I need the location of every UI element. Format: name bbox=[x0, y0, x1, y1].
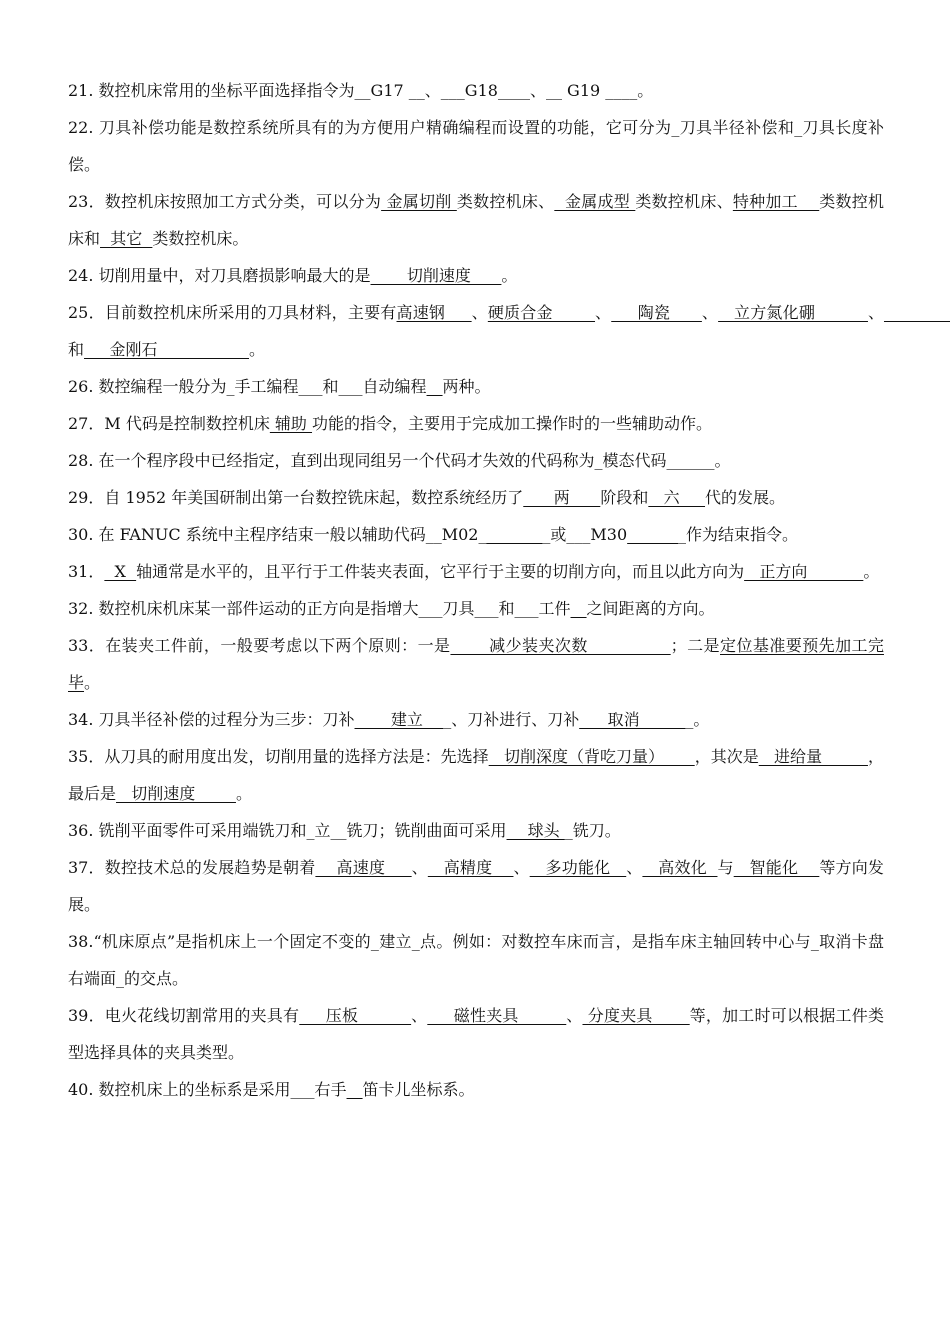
answer-blank: __ bbox=[426, 377, 443, 396]
question-text: ；二是 bbox=[670, 636, 720, 655]
answer-blank: __ 球头 bbox=[506, 821, 565, 840]
question-25 bbox=[68, 294, 884, 368]
question-text: _作为结束指令。 bbox=[678, 525, 799, 544]
answer-blank bbox=[884, 303, 950, 322]
question-text: 33．在装夹工件前，一般要考虑以下两个原则：一是 bbox=[68, 636, 451, 655]
answer-blank: 正方向 bbox=[744, 562, 864, 581]
answer-blank: 高速钢 bbox=[396, 303, 472, 322]
question-text: 38.“机床原点”是指机床上一个固定不变的_建立_点。例如：对数控车床而言，是指车床主轴回转中心与_取消卡盘右端面_的交点。 bbox=[68, 932, 884, 988]
answer-blank: 高精度 bbox=[427, 858, 514, 877]
question-text: __ G19 ____ bbox=[545, 81, 638, 100]
question-text: 37．数控技术总的发展趋势是朝着 bbox=[68, 858, 316, 877]
question-22 bbox=[68, 109, 884, 183]
question-24 bbox=[68, 257, 884, 294]
question-text: 、 bbox=[626, 858, 643, 877]
question-text: 29．自 1952 年美国研制出第一台数控铣床起，数控系统经历了 bbox=[68, 488, 524, 507]
answer-blank: 其它 bbox=[100, 229, 153, 248]
question-text: 。 bbox=[235, 784, 252, 803]
question-text: 22. 刀具补偿功能是数控系统所具有的为方便用户精确编程而设置的功能，它可分为_刀具半径补偿和_刀具长度补偿。 bbox=[68, 118, 884, 174]
question-21 bbox=[68, 72, 884, 109]
question-text: 、 bbox=[424, 81, 441, 100]
question-23 bbox=[68, 183, 884, 257]
question-text: 35．从刀具的耐用度出发，切削用量的选择方法是：先选择 bbox=[68, 747, 489, 766]
answer-blank: 六 bbox=[648, 488, 706, 507]
question-text: 阶段和 bbox=[600, 488, 649, 507]
answer-blank: __ 切削速度 bbox=[370, 266, 502, 285]
answer-blank: __ bbox=[570, 599, 587, 618]
question-text: 。 bbox=[863, 562, 880, 581]
question-text: 、 bbox=[701, 303, 719, 322]
question-text: 、 bbox=[411, 1006, 428, 1025]
question-text: 等，加工时可以根据工件类型选择具体的夹具类型。 bbox=[68, 1006, 884, 1062]
question-40 bbox=[68, 1071, 884, 1108]
answer-blank: __ bbox=[346, 1080, 363, 1099]
answer-blank: 分度夹具 bbox=[582, 1006, 690, 1025]
question-text: ___G18____ bbox=[440, 81, 530, 100]
question-text: 31． bbox=[68, 562, 105, 581]
question-text: 、 bbox=[513, 858, 530, 877]
question-text: 类数控机床和 bbox=[68, 192, 884, 248]
question-text: 39．电火花线切割常用的夹具有 bbox=[68, 1006, 300, 1025]
answer-blank: 磁性夹具 bbox=[427, 1006, 567, 1025]
question-text: 25．目前数控机床所采用的刀具材料，主要有 bbox=[68, 303, 397, 322]
question-text: 。 bbox=[84, 673, 101, 692]
answer-blank: 切削深度（背吃刀量） bbox=[488, 747, 695, 766]
question-text: 、 bbox=[867, 303, 884, 322]
question-text: _、刀补进行、刀补 bbox=[443, 710, 580, 729]
question-text: 、 bbox=[595, 303, 612, 322]
question-38 bbox=[68, 923, 884, 997]
answer-blank: 金属切削 bbox=[381, 192, 457, 211]
question-text: ，最后是 bbox=[68, 747, 884, 803]
answer-blank: 定位基准要预先加工完毕 bbox=[68, 636, 884, 692]
question-text: 、 bbox=[471, 303, 488, 322]
answer-blank: _ 取消 bbox=[579, 710, 686, 729]
question-text: _或___M30 bbox=[542, 525, 628, 544]
question-39 bbox=[68, 997, 884, 1071]
question-text: 功能的指令，主要用于完成加工操作时的一些辅助动作。 bbox=[312, 414, 713, 433]
question-text: 23．数控机床按照加工方式分类，可以分为 bbox=[68, 192, 382, 211]
answer-blank bbox=[486, 525, 542, 544]
question-text: 类数控机床、 bbox=[456, 192, 555, 211]
question-34 bbox=[68, 701, 884, 738]
answer-blank: 高效化 bbox=[642, 858, 718, 877]
question-36 bbox=[68, 812, 884, 849]
question-29 bbox=[68, 479, 884, 516]
question-text: _。 bbox=[685, 710, 710, 729]
question-text: _铣刀。 bbox=[564, 821, 621, 840]
answer-blank: 压板 bbox=[299, 1006, 412, 1025]
question-31 bbox=[68, 553, 884, 590]
answer-blank: 进给量 bbox=[758, 747, 868, 766]
question-text: 类数控机床。 bbox=[152, 229, 249, 248]
question-text: 27．M 代码是控制数控机床 bbox=[68, 414, 270, 433]
answer-blank: 金刚石 bbox=[84, 340, 249, 359]
question-text: 代的发展。 bbox=[705, 488, 786, 507]
answer-blank bbox=[627, 525, 678, 544]
answer-blank: 硬质合金 bbox=[487, 303, 596, 322]
question-37 bbox=[68, 849, 884, 923]
question-text: __G17 __ bbox=[354, 81, 425, 100]
question-list bbox=[68, 72, 884, 1108]
question-text: 。 bbox=[249, 340, 266, 359]
answer-blank: 切削速度 bbox=[116, 784, 236, 803]
question-text: 和 bbox=[68, 340, 85, 359]
question-text: 两种。 bbox=[442, 377, 491, 396]
answer-blank: 金属成型 bbox=[554, 192, 636, 211]
question-text: 、 bbox=[566, 1006, 583, 1025]
question-text: 之间距离的方向。 bbox=[586, 599, 715, 618]
answer-blank: __ 建立 bbox=[354, 710, 444, 729]
question-text: 。 bbox=[501, 266, 518, 285]
question-33 bbox=[68, 627, 884, 701]
answer-blank: 多功能化 bbox=[529, 858, 627, 877]
answer-blank: X bbox=[104, 562, 137, 581]
answer-blank: 智能化 bbox=[733, 858, 820, 877]
question-27 bbox=[68, 405, 884, 442]
question-text: ，其次是 bbox=[694, 747, 759, 766]
question-text: 28. 在一个程序段中已经指定，直到出现同组另一个代码才失效的代码称为_模态代码______。 bbox=[68, 451, 731, 470]
answer-blank: 减少装夹次数 bbox=[450, 636, 671, 655]
question-text: 36. 铣削平面零件可采用端铣刀和_立__铣刀；铣削曲面可采用 bbox=[68, 821, 507, 840]
question-text: 30. 在 FANUC 系统中主程序结束一般以辅助代码__M02_ bbox=[68, 525, 487, 544]
question-text: 轴通常是水平的，且平行于工件装夹表面，它平行于主要的切削方向，而且以此方向为 bbox=[136, 562, 745, 581]
answer-blank: 两 bbox=[523, 488, 601, 507]
question-text: 。 bbox=[637, 81, 654, 100]
answer-blank: 高速度 bbox=[315, 858, 412, 877]
answer-blank: 特种加工 bbox=[732, 192, 820, 211]
question-text: 24. 切削用量中，对刀具磨损影响最大的是 bbox=[68, 266, 371, 285]
question-26 bbox=[68, 368, 884, 405]
question-text: 类数控机床、 bbox=[635, 192, 733, 211]
question-32 bbox=[68, 590, 884, 627]
answer-blank: 辅助 bbox=[269, 414, 313, 433]
question-text: 32. 数控机床机床某一部件运动的正方向是指增大___刀具___和___工件 bbox=[68, 599, 571, 618]
question-text: 21. 数控机床常用的坐标平面选择指令为 bbox=[68, 81, 355, 100]
question-text: 34. 刀具半径补偿的过程分为三步：刀补 bbox=[68, 710, 355, 729]
question-text: 40. 数控机床上的坐标系是采用___右手 bbox=[68, 1080, 347, 1099]
question-text: 与 bbox=[717, 858, 734, 877]
question-text: 、 bbox=[411, 858, 428, 877]
question-30 bbox=[68, 516, 884, 553]
question-text: 笛卡儿坐标系。 bbox=[362, 1080, 475, 1099]
question-text: 26. 数控编程一般分为_手工编程___和___自动编程 bbox=[68, 377, 427, 396]
question-text: 、 bbox=[529, 81, 546, 100]
question-28 bbox=[68, 442, 884, 479]
answer-blank: 立方氮化硼 bbox=[718, 303, 868, 322]
question-text: 等方向发展。 bbox=[68, 858, 884, 914]
answer-blank: 陶瓷 bbox=[611, 303, 702, 322]
question-35 bbox=[68, 738, 884, 812]
